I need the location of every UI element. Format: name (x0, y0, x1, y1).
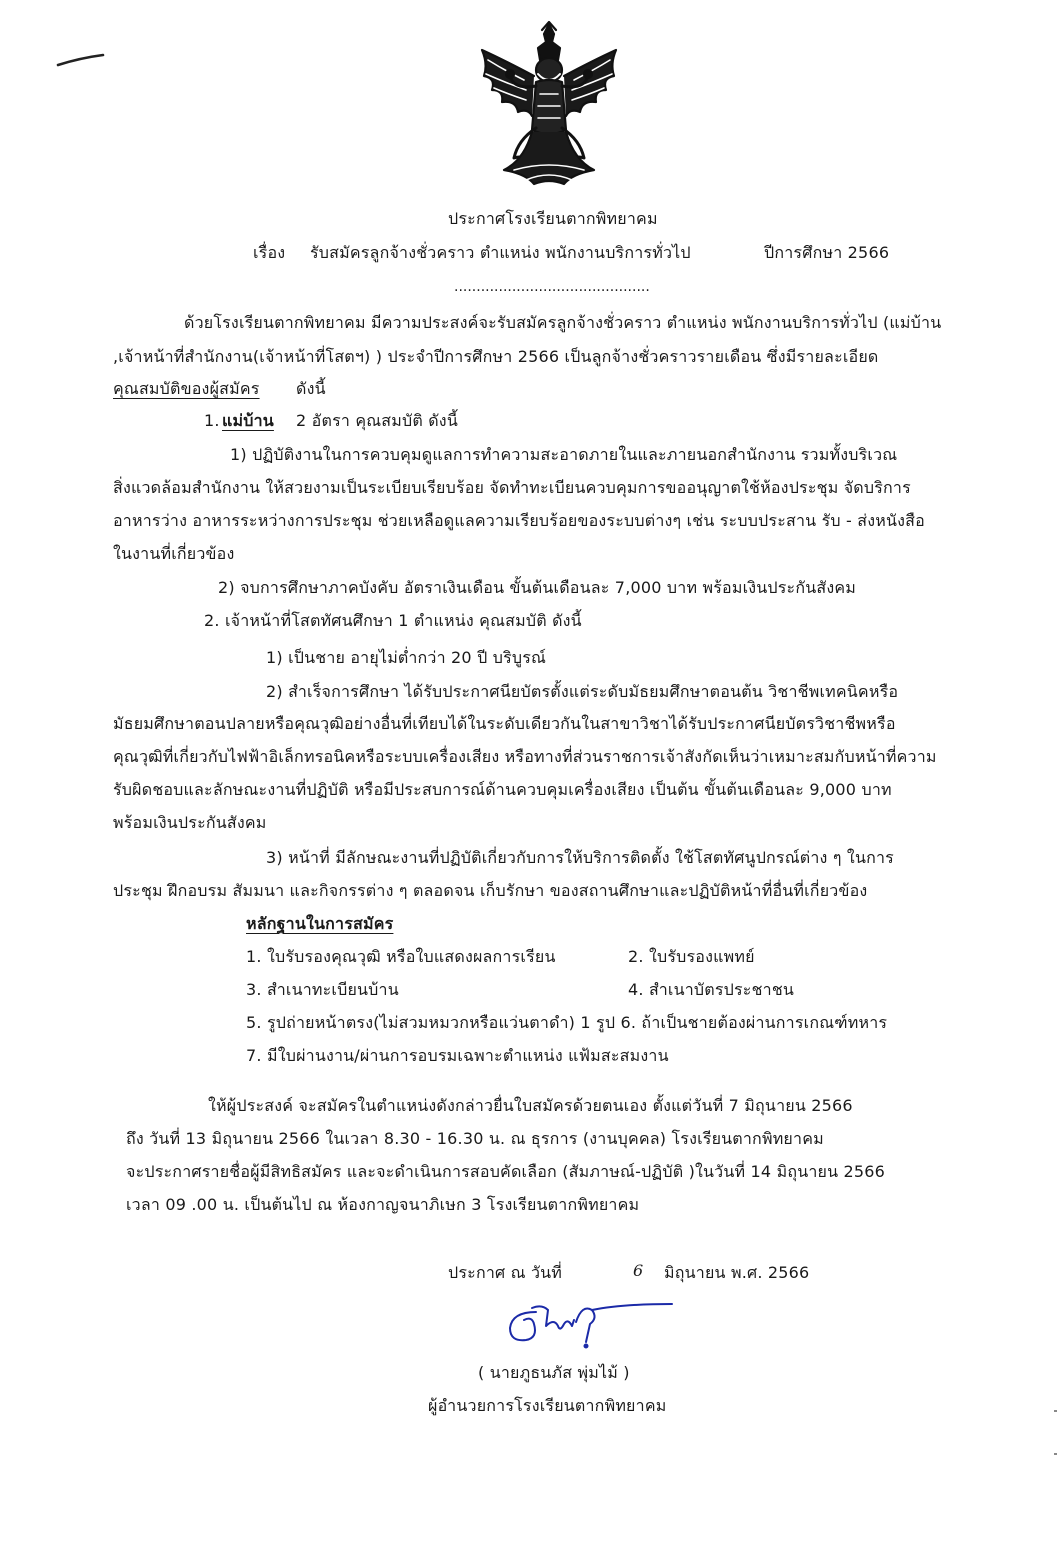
qualification-heading: คุณสมบัติของผู้สมัคร (113, 379, 260, 398)
announce-prefix: ประกาศ ณ วันที่ (448, 1263, 563, 1282)
intro-line-2: ,เจ้าหน้าที่สำนักงาน(เจ้าหน้าที่โสตฯ) ) ประจำปีการศึกษา 2566 เป็นลูกจ้างชั่วคราวรายเดือน ซึ่งมีรายละเอียด (113, 347, 879, 366)
signer-title: ผู้อำนวยการโรงเรียนตากพิทยาคม (428, 1396, 667, 1415)
section-1-item-1-line-1: 1) ปฏิบัติงานในการควบคุมดูแลการทำความสะอาดภายในและภายนอกสำนักงาน รวมทั้งบริเวณ (230, 445, 898, 464)
evidence-item-5: 5. รูปถ่ายหน้าตรง(ไม่สวมหมวกหรือแว่นตาดำ) 1 รูป 6. ถ้าเป็นชายต้องผ่านการเกณฑ์ทหาร (246, 1013, 888, 1032)
qualification-suffix: ดังนี้ (296, 379, 326, 398)
section-2-item-2-line-4: รับผิดชอบและลักษณะงานที่ปฏิบัติ หรือมีประสบการณ์ด้านควบคุมเครื่องเสียง เป็นต้น ขั้นต้นเดือนละ 9,000 บาท (113, 780, 892, 799)
section-2-item-2-line-1: 2) สำเร็จการศึกษา ได้รับประกาศนียบัตรตั้งแต่ระดับมัธยมศึกษาตอนต้น วิชาชีพเทคนิคหรือ (266, 682, 899, 701)
page-title: ประกาศโรงเรียนตากพิทยาคม (448, 209, 658, 228)
section-1-item-1-line-4: ในงานที่เกี่ยวข้อง (113, 544, 235, 563)
section-2-item-3-line-2: ประชุม ฝึกอบรม สัมมนา และกิจกรรต่าง ๆ ตลอดจน เก็บรักษา ของสถานศึกษาและปฏิบัติหน้าที่อื่นที่เกี่ยวข้อง (113, 881, 868, 900)
section-1-item-2: 2) จบการศึกษาภาคบังคับ อัตราเงินเดือน ขั้นต้นเดือนละ 7,000 บาท พร้อมเงินประกันสังคม (218, 578, 856, 597)
pen-dash-mark (56, 52, 106, 68)
section-1-item-1-line-2: สิ่งแวดล้อมสำนักงาน ให้สวยงามเป็นระเบียบเรียบร้อย จัดทำทะเบียนควบคุมการขออนุญาตใช้ห้องประชุม จัดบริการ (113, 478, 911, 497)
application-line-2: ถึง วันที่ 13 มิถุนายน 2566 ในเวลา 8.30 - 16.30 น. ณ ธุรการ (งานบุคคล) โรงเรียนตากพิทยาคม (126, 1129, 824, 1148)
subject-text: รับสมัครลูกจ้างชั่วคราว ตำแหน่ง พนักงานบริการทั่วไป (310, 243, 691, 262)
application-line-4: เวลา 09 .00 น. เป็นต้นไป ณ ห้องกาญจนาภิเษก 3 โรงเรียนตากพิทยาคม (126, 1195, 640, 1214)
signature-image (502, 1298, 678, 1350)
scan-speck (1054, 1410, 1057, 1412)
section-1-item-1-line-3: อาหารว่าง อาหารระหว่างการประชุม ช่วยเหลือดูแลความเรียบร้อยของระบบต่างๆ เช่น ระบบประสาน รับ - ส่งหนังสือ (113, 511, 925, 530)
evidence-item-7: 7. มีใบผ่านงาน/ผ่านการอบรมเฉพาะตำแหน่ง แฟ้มสะสมงาน (246, 1046, 669, 1065)
title-divider: ............................................ (454, 279, 650, 295)
academic-year: ปีการศึกษา 2566 (764, 243, 890, 262)
garuda-emblem-icon (474, 20, 624, 192)
section-2-item-1: 1) เป็นชาย อายุไม่ต่ำกว่า 20 ปี บริบูรณ์ (266, 648, 547, 667)
section-1-title: แม่บ้าน (222, 411, 274, 430)
application-line-3: จะประกาศรายชื่อผู้มีสิทธิสมัคร และจะดำเนินการสอบคัดเลือก (สัมภาษณ์-ปฏิบัติ )ในวันที่ 14 มิถุนายน 2566 (126, 1162, 886, 1181)
intro-line-1: ด้วยโรงเรียนตากพิทยาคม มีความประสงค์จะรับสมัครลูกจ้างชั่วคราว ตำแหน่ง พนักงานบริการทั่วไป (แม่บ้าน (184, 313, 942, 332)
evidence-item-1: 1. ใบรับรองคุณวุฒิ หรือใบแสดงผลการเรียน (246, 947, 556, 966)
section-2-item-3-line-1: 3) หน้าที่ มีลักษณะงานที่ปฏิบัติเกี่ยวกับการให้บริการติดตั้ง ใช้โสตทัศนูปกรณ์ต่าง ๆ ในการ (266, 848, 894, 867)
section-2-item-2-line-2: มัธยมศึกษาตอนปลายหรือคุณวุฒิอย่างอื่นที่เทียบได้ในระดับเดียวกันในสาขาวิชาได้รับประกาศนียบัตรวิชาชีพหรือ (113, 714, 896, 733)
evidence-heading: หลักฐานในการสมัคร (246, 914, 394, 933)
announce-day: 6 (633, 1261, 644, 1280)
scan-speck (1054, 1453, 1057, 1455)
section-2-item-2-line-5: พร้อมเงินประกันสังคม (113, 813, 267, 832)
evidence-item-4: 4. สำเนาบัตรประชาชน (628, 980, 795, 999)
evidence-item-3: 3. สำเนาทะเบียนบ้าน (246, 980, 399, 999)
section-1-detail: 2 อัตรา คุณสมบัติ ดังนี้ (296, 411, 458, 430)
evidence-item-2: 2. ใบรับรองแพทย์ (628, 947, 755, 966)
section-2-item-2-line-3: คุณวุฒิที่เกี่ยวกับไฟฟ้าอิเล็กทรอนิคหรือระบบเครื่องเสียง หรือทางที่ส่วนราชการเจ้าสังกัดเห็นว่าเหมาะสมกับหน้าที่ความ (113, 747, 937, 766)
section-1-number: 1. (204, 411, 220, 430)
application-line-1: ให้ผู้ประสงค์ จะสมัครในตำแหน่งดังกล่าวยื่นใบสมัครด้วยตนเอง ตั้งแต่วันที่ 7 มิถุนายน 2566 (208, 1096, 853, 1115)
section-2-title: 2. เจ้าหน้าที่โสตทัศนศึกษา 1 ตำแหน่ง คุณสมบัติ ดังนี้ (204, 611, 582, 630)
subject-label: เรื่อง (253, 243, 286, 262)
signer-name: ( นายภูธนภัส พุ่มไม้ ) (478, 1363, 630, 1382)
announce-month-year: มิถุนายน พ.ศ. 2566 (664, 1263, 810, 1282)
